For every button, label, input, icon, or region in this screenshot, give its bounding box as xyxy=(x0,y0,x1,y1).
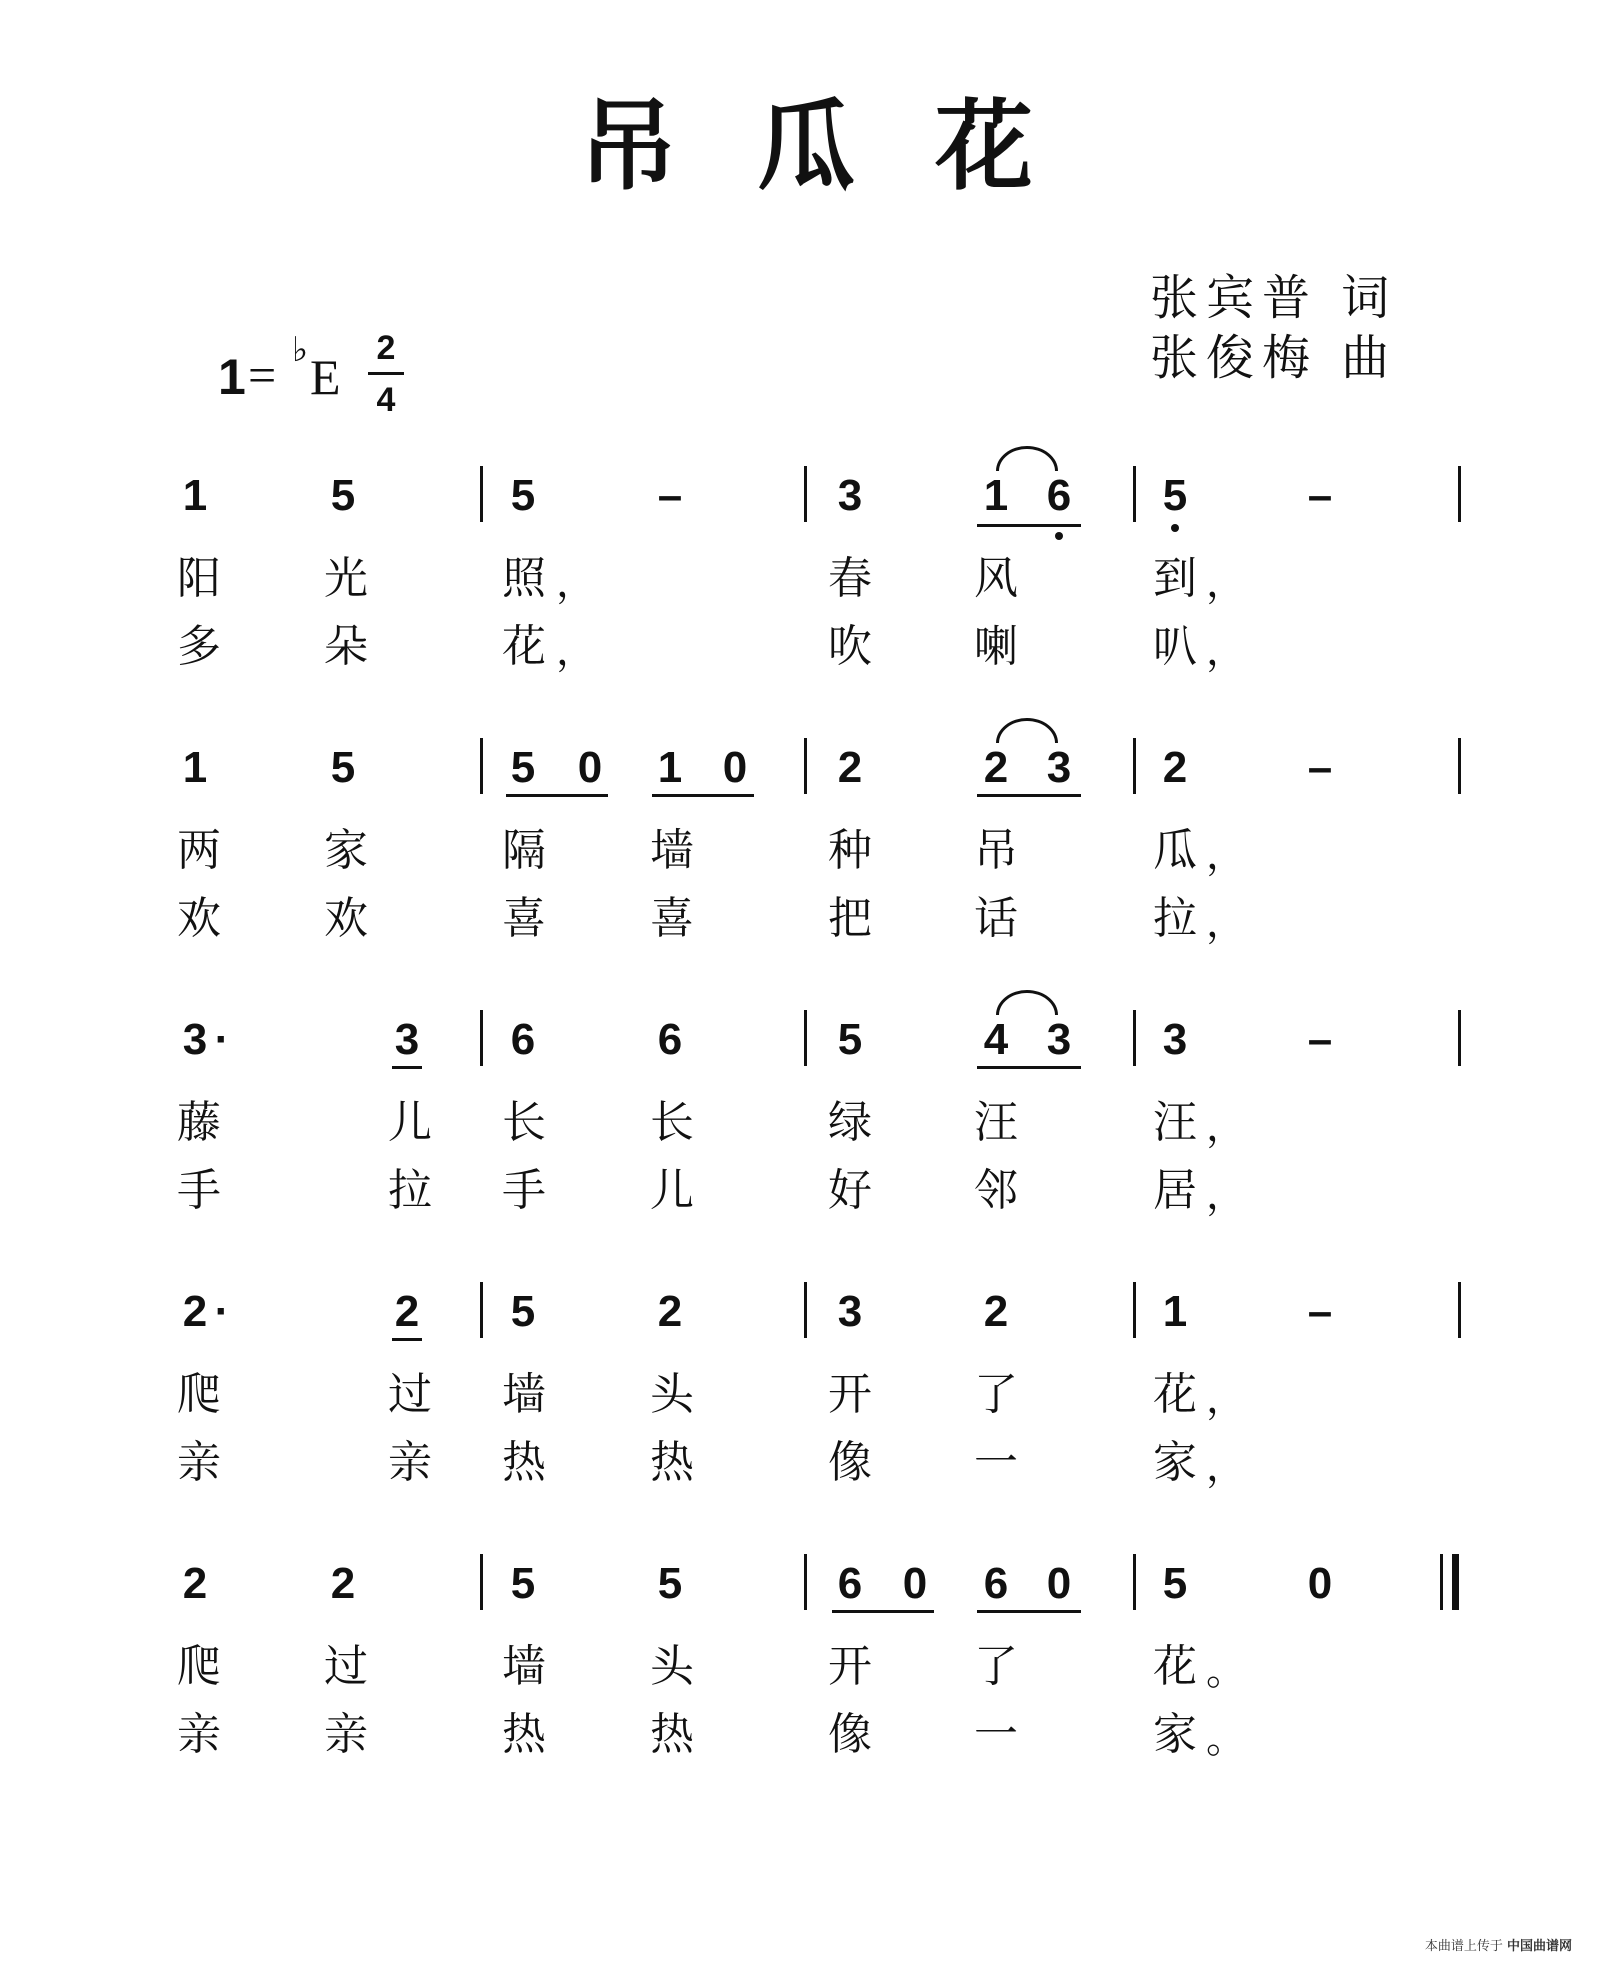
barline xyxy=(804,1282,807,1338)
note-dash: – xyxy=(1307,1287,1333,1336)
lyric: 墙 xyxy=(502,1641,546,1692)
note: 0 xyxy=(1046,1559,1072,1608)
slur-mark xyxy=(996,990,1058,1015)
lyric: 一 xyxy=(974,1437,1018,1488)
note: 6 xyxy=(837,1559,863,1608)
note-dash: – xyxy=(1307,743,1333,792)
flat-icon: ♭ xyxy=(292,332,309,369)
lyric: 绿 xyxy=(828,1097,872,1148)
barline xyxy=(1133,738,1136,794)
note: 5 xyxy=(1162,471,1188,520)
note: 2 xyxy=(983,743,1009,792)
lyric: 亲 xyxy=(177,1437,221,1488)
lyric-punct: ， xyxy=(556,628,596,674)
note: 5 xyxy=(330,471,356,520)
lyric: 一 xyxy=(974,1709,1018,1760)
lyric: 到 xyxy=(1153,553,1197,604)
key-equals: = xyxy=(248,347,277,403)
lyric: 开 xyxy=(828,1369,872,1420)
note: 3 xyxy=(1162,1015,1188,1064)
lyric: 欢 xyxy=(324,893,368,944)
lyric-punct: ， xyxy=(1206,832,1246,878)
lyric: 阳 xyxy=(177,553,221,604)
underline-beam xyxy=(392,1338,422,1341)
note: 3 xyxy=(182,1015,208,1064)
watermark xyxy=(1425,1935,1572,1954)
lyric: 家 xyxy=(1153,1437,1197,1488)
lyric: 叭 xyxy=(1153,621,1197,672)
lyric: 汪 xyxy=(1153,1097,1197,1148)
barline xyxy=(1458,1010,1461,1066)
note-dash: – xyxy=(1307,471,1333,520)
time-signature-bottom: 4 xyxy=(376,381,396,419)
lyric: 儿 xyxy=(650,1165,694,1216)
barline xyxy=(480,738,483,794)
lyric: 墙 xyxy=(502,1369,546,1420)
slur-mark xyxy=(996,446,1058,471)
note: 5 xyxy=(837,1015,863,1064)
lyric-punct: 。 xyxy=(1206,1716,1246,1762)
lyric: 墙 xyxy=(650,825,694,876)
lyric: 吊 xyxy=(974,825,1018,876)
lyric-punct: ， xyxy=(1206,900,1246,946)
lyric: 把 xyxy=(828,893,872,944)
lyric-punct: 。 xyxy=(1206,1648,1246,1694)
augmentation-dot: · xyxy=(214,1015,230,1064)
barline xyxy=(1458,738,1461,794)
composer-credit: 张俊梅 曲 xyxy=(1150,330,1398,386)
lyricist-credit: 张宾普 词 xyxy=(1150,270,1398,326)
lyric: 家 xyxy=(1153,1709,1197,1760)
barline xyxy=(480,1282,483,1338)
lyric: 亲 xyxy=(177,1709,221,1760)
lyric: 了 xyxy=(974,1369,1018,1420)
lyric: 爬 xyxy=(177,1369,221,1420)
lower-octave-dot xyxy=(1055,532,1063,540)
lyric: 像 xyxy=(828,1709,872,1760)
lyric: 花 xyxy=(502,621,546,672)
lyric: 瓜 xyxy=(1153,825,1197,876)
underline-beam xyxy=(506,794,608,797)
barline xyxy=(480,1554,483,1610)
lyric: 亲 xyxy=(388,1437,432,1488)
lyric: 头 xyxy=(650,1369,694,1420)
lyric: 了 xyxy=(974,1641,1018,1692)
lyric: 光 xyxy=(324,553,368,604)
key-one: 1 xyxy=(218,349,246,405)
note: 5 xyxy=(1162,1559,1188,1608)
note: 5 xyxy=(510,1559,536,1608)
note: 2 xyxy=(394,1287,420,1336)
note: 3 xyxy=(837,1287,863,1336)
underline-beam xyxy=(832,1610,934,1613)
lyric: 花 xyxy=(1153,1369,1197,1420)
note: 6 xyxy=(983,1559,1009,1608)
barline xyxy=(804,738,807,794)
barline xyxy=(1458,466,1461,522)
slur-mark xyxy=(996,718,1058,743)
lyric: 喇 xyxy=(974,621,1018,672)
underline-beam xyxy=(977,1066,1081,1069)
barline xyxy=(1133,1282,1136,1338)
note: 0 xyxy=(902,1559,928,1608)
lower-octave-dot xyxy=(1171,524,1179,532)
lyric: 长 xyxy=(502,1097,546,1148)
note: 1 xyxy=(1162,1287,1188,1336)
lyric: 吹 xyxy=(828,621,872,672)
note: 3 xyxy=(1046,743,1072,792)
lyric: 喜 xyxy=(650,893,694,944)
underline-beam xyxy=(977,794,1081,797)
lyric: 喜 xyxy=(502,893,546,944)
barline xyxy=(804,466,807,522)
key-tonic: E xyxy=(310,349,341,405)
lyric: 居 xyxy=(1153,1165,1197,1216)
underline-beam xyxy=(977,524,1081,527)
lyric: 两 xyxy=(177,825,221,876)
lyric-punct: ， xyxy=(556,560,596,606)
time-signature-line xyxy=(368,372,404,375)
note: 3 xyxy=(394,1015,420,1064)
lyric: 欢 xyxy=(177,893,221,944)
note: 5 xyxy=(510,1287,536,1336)
lyric: 汪 xyxy=(974,1097,1018,1148)
note: 2 xyxy=(657,1287,683,1336)
lyric: 风 xyxy=(974,553,1018,604)
barline xyxy=(1458,1282,1461,1338)
lyric: 种 xyxy=(828,825,872,876)
final-barline-thin xyxy=(1440,1554,1443,1610)
lyric: 像 xyxy=(828,1437,872,1488)
lyric: 亲 xyxy=(324,1709,368,1760)
barline xyxy=(1133,1010,1136,1066)
barline xyxy=(804,1010,807,1066)
lyric: 长 xyxy=(650,1097,694,1148)
lyric: 拉 xyxy=(388,1165,432,1216)
note: 2 xyxy=(983,1287,1009,1336)
lyric: 多 xyxy=(177,621,221,672)
lyric: 热 xyxy=(650,1709,694,1760)
note: 6 xyxy=(1046,471,1072,520)
watermark-site: 中国曲谱网 xyxy=(1506,1939,1572,1954)
note: 0 xyxy=(722,743,748,792)
lyric-punct: ， xyxy=(1206,1444,1246,1490)
note: 5 xyxy=(510,743,536,792)
note: 3 xyxy=(1046,1015,1072,1064)
lyric: 家 xyxy=(324,825,368,876)
note: 5 xyxy=(330,743,356,792)
lyric: 儿 xyxy=(388,1097,432,1148)
lyric: 手 xyxy=(177,1165,221,1216)
note: 2 xyxy=(837,743,863,792)
note: 1 xyxy=(983,471,1009,520)
underline-beam xyxy=(652,794,754,797)
barline xyxy=(1133,1554,1136,1610)
lyric: 开 xyxy=(828,1641,872,1692)
augmentation-dot: · xyxy=(214,1287,230,1336)
underline-beam xyxy=(392,1066,422,1069)
barline xyxy=(804,1554,807,1610)
note: 5 xyxy=(510,471,536,520)
lyric: 照 xyxy=(502,553,546,604)
lyric: 热 xyxy=(650,1437,694,1488)
barline xyxy=(480,1010,483,1066)
lyric: 邻 xyxy=(974,1165,1018,1216)
lyric: 过 xyxy=(324,1641,368,1692)
note-dash: – xyxy=(1307,1015,1333,1064)
final-barline-thick xyxy=(1452,1554,1459,1610)
lyric: 好 xyxy=(828,1165,872,1216)
lyric: 藤 xyxy=(177,1097,221,1148)
note: 5 xyxy=(657,1559,683,1608)
lyric: 过 xyxy=(388,1369,432,1420)
barline xyxy=(480,466,483,522)
lyric: 话 xyxy=(974,893,1018,944)
note: 2 xyxy=(1162,743,1188,792)
lyric-punct: ， xyxy=(1206,1104,1246,1150)
lyric: 花 xyxy=(1153,1641,1197,1692)
note: 4 xyxy=(983,1015,1009,1064)
time-signature-top: 2 xyxy=(376,329,396,367)
watermark-prefix: 本曲谱上传于 xyxy=(1424,1939,1503,1954)
note: 6 xyxy=(657,1015,683,1064)
lyric: 热 xyxy=(502,1437,546,1488)
lyric: 隔 xyxy=(502,825,546,876)
lyric-punct: ， xyxy=(1206,1172,1246,1218)
lyric: 手 xyxy=(502,1165,546,1216)
note: 0 xyxy=(577,743,603,792)
note: 3 xyxy=(837,471,863,520)
lyric-punct: ， xyxy=(1206,1376,1246,1422)
barline xyxy=(1133,466,1136,522)
song-title: 吊瓜花 xyxy=(578,89,1113,204)
lyric: 爬 xyxy=(177,1641,221,1692)
lyric-punct: ， xyxy=(1206,560,1246,606)
note: 1 xyxy=(182,743,208,792)
lyric: 朵 xyxy=(324,621,368,672)
note: 1 xyxy=(182,471,208,520)
note: 6 xyxy=(510,1015,536,1064)
lyric: 拉 xyxy=(1153,893,1197,944)
note: 2 xyxy=(330,1559,356,1608)
note: 0 xyxy=(1307,1559,1333,1608)
underline-beam xyxy=(977,1610,1081,1613)
lyric: 头 xyxy=(650,1641,694,1692)
note-dash: – xyxy=(657,471,683,520)
note: 2 xyxy=(182,1287,208,1336)
note: 1 xyxy=(657,743,683,792)
note: 2 xyxy=(182,1559,208,1608)
lyric: 热 xyxy=(502,1709,546,1760)
lyric-punct: ， xyxy=(1206,628,1246,674)
lyric: 春 xyxy=(828,553,872,604)
